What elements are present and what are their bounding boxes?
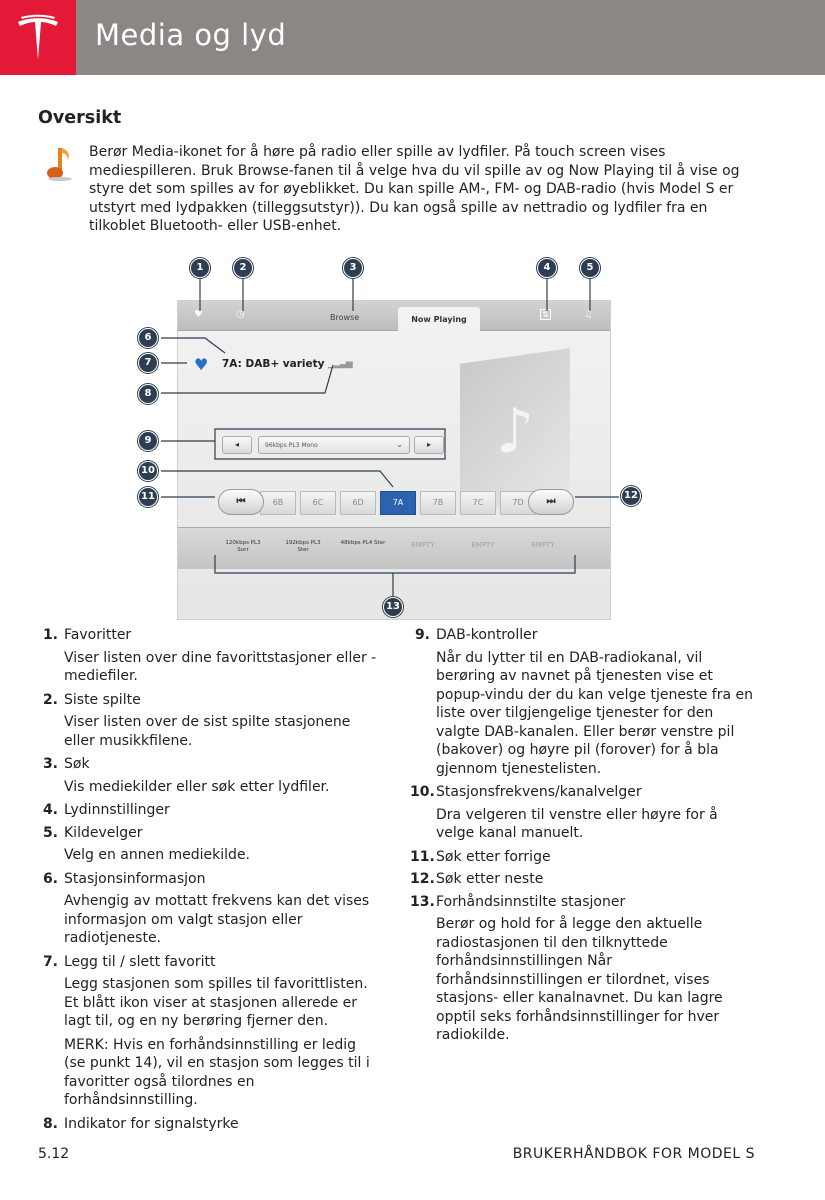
recent-clock-icon[interactable]: ◷ xyxy=(236,309,245,320)
channel-7d[interactable]: 7D xyxy=(500,491,536,515)
callout-1: 1 xyxy=(190,258,210,278)
legend-number: 9. xyxy=(414,627,430,643)
legend-number: 5. xyxy=(42,824,58,841)
channel-6b[interactable]: 6B xyxy=(260,491,296,515)
preset-1-line1: 120kbps PL3 xyxy=(225,540,261,546)
legend-item xyxy=(410,893,755,912)
callout-10: 10 xyxy=(138,461,158,481)
legend-title: DAB-kontroller xyxy=(436,627,538,643)
legend-title: Siste spilte xyxy=(64,691,141,708)
legend-item xyxy=(38,626,378,645)
legend-item xyxy=(38,870,378,889)
tesla-logo-icon xyxy=(15,14,61,62)
legend-item xyxy=(38,1115,378,1134)
channel-6d[interactable]: 6D xyxy=(340,491,376,515)
legend-number: 1. xyxy=(42,627,58,643)
legend-title: Søk etter neste xyxy=(436,871,544,887)
channel-7c[interactable]: 7C xyxy=(460,491,496,515)
legend-item xyxy=(410,783,755,802)
legend-description: Avhengig av mottatt frekvens kan det vises informasjon om valgt stasjon eller radiotjeneste. xyxy=(64,893,370,946)
legend-title: Søk xyxy=(64,756,90,772)
callout-6: 6 xyxy=(138,328,158,348)
legend-number: 6. xyxy=(42,870,58,887)
dab-service-label: 96kbps PL3 Mono xyxy=(265,442,318,449)
legend-title: Søk etter forrige xyxy=(436,848,551,865)
preset-6[interactable]: EMPTY xyxy=(531,541,555,549)
legend-description: Viser listen over dine favorittstasjoner eller -mediefiler. xyxy=(64,649,377,684)
callout-13: 13 xyxy=(383,597,403,617)
dab-prev-button[interactable]: ◂ xyxy=(222,436,252,454)
callout-7: 7 xyxy=(138,353,158,373)
preset-3-line1: 48kbps PL4 Ster xyxy=(340,540,386,546)
legend-title: Legg til / slett favoritt xyxy=(64,953,216,970)
dab-next-button[interactable]: ▸ xyxy=(414,436,444,454)
legend-item xyxy=(38,824,378,843)
legend-title: Forhåndsinnstilte stasjoner xyxy=(436,893,626,910)
media-icon xyxy=(44,146,76,182)
preset-5[interactable]: EMPTY xyxy=(471,541,495,549)
callout-9: 9 xyxy=(138,431,158,451)
preset-2-line2: Ster xyxy=(297,547,309,553)
favorite-toggle-icon[interactable]: ♥ xyxy=(194,355,209,374)
legend-description: Berør og hold for å legge den aktuelle radiostasjonen til den tilknyttede forhåndsinnstillingen Når forhåndsinnstillingen er tilordnet, vises stasjons- eller kanalnavnet. Du kan lagre opptil seks forhåndsinnstillinger for hver radiokilde. xyxy=(436,916,723,1043)
legend-item xyxy=(38,691,378,710)
legend-number: 3. xyxy=(42,756,58,772)
legend-item xyxy=(410,848,755,867)
callout-3: 3 xyxy=(343,258,363,278)
preset-1-line2: Surr xyxy=(237,547,249,553)
favorites-heart-icon[interactable]: ♥ xyxy=(194,309,203,320)
legend-item xyxy=(38,755,378,774)
callout-lines xyxy=(135,255,645,625)
chevron-down-icon: ⌄ xyxy=(396,440,403,449)
legend-number: 12. xyxy=(410,871,435,887)
legend-left-column xyxy=(38,626,378,1137)
tab-browse[interactable]: Browse xyxy=(330,313,360,322)
legend-title: Kildevelger xyxy=(64,824,143,841)
legend-description: Velg en annen mediekilde. xyxy=(64,847,251,863)
source-selector-icon[interactable]: ♫ xyxy=(584,309,593,320)
legend-title: Favoritter xyxy=(64,627,132,643)
callout-8: 8 xyxy=(138,384,158,404)
channel-6c[interactable]: 6C xyxy=(300,491,336,515)
legend-number: 10. xyxy=(410,784,435,800)
legend-title: Stasjonsfrekvens/kanalvelger xyxy=(436,784,642,800)
station-name: 7A: DAB+ variety xyxy=(222,358,325,370)
preset-2-line1: 192kbps PL3 xyxy=(285,540,321,546)
legend-description: MERK: Hvis en forhåndsinnstilling er ledig (se punkt 14), vil en stasjon som legges til i favoritter også tilordnes en forhåndsinnstilling. xyxy=(64,1036,370,1108)
channel-7b[interactable]: 7B xyxy=(420,491,456,515)
channel-7a[interactable]: 7A xyxy=(380,491,416,515)
manual-title: BRUKERHÅNDBOK FOR MODEL S xyxy=(512,1146,755,1162)
callout-5: 5 xyxy=(580,258,600,278)
seek-back-button[interactable]: ⏮ xyxy=(218,489,264,515)
legend-description: Når du lytter til en DAB-radiokanal, vil berøring av navnet på tjenesten vise et popup-vindu der du kan velge tjeneste fra en liste over tilgjengelige tjenester for den valgte DAB-kanalen. Eller berør venstre pil (bakover) og høyre pil (forover) for å bla gjennom tjenestelisten. xyxy=(436,649,753,777)
callout-2: 2 xyxy=(233,258,253,278)
legend-item xyxy=(38,801,378,820)
tab-now-playing[interactable]: Now Playing xyxy=(398,307,480,332)
media-player-figure xyxy=(135,255,645,625)
seek-forward-button[interactable]: ⏭ xyxy=(528,489,574,515)
legend-number: 13. xyxy=(410,893,435,910)
audio-settings-icon[interactable]: ⇅ xyxy=(542,310,549,319)
page-header xyxy=(0,0,825,75)
legend-description: Legg stasjonen som spilles til favorittlisten. Et blått ikon viser at stasjonen allerede er lagt til, og en ny berøring fjerner den. xyxy=(64,976,368,1029)
legend-number: 7. xyxy=(42,953,58,970)
legend-number: 4. xyxy=(42,802,58,818)
legend-description: Viser listen over de sist spilte stasjonene eller musikkfilene. xyxy=(64,714,351,749)
tesla-logo xyxy=(0,0,76,75)
legend-right-column xyxy=(410,626,755,1050)
page-title: Media og lyd xyxy=(95,18,287,52)
callout-11: 11 xyxy=(138,487,158,507)
page-number: 5.12 xyxy=(38,1146,70,1162)
callout-4: 4 xyxy=(537,258,557,278)
legend-number: 8. xyxy=(42,1115,58,1132)
legend-number: 2. xyxy=(42,691,58,708)
legend-item xyxy=(38,953,378,972)
callout-12: 12 xyxy=(621,486,641,506)
signal-strength-icon: ▁▂▃▅ xyxy=(328,359,352,369)
legend-title: Stasjonsinformasjon xyxy=(64,870,206,887)
intro-paragraph: Berør Media-ikonet for å høre på radio eller spille av lydfiler. På touch screen vises mediespilleren. Bruk Browse-fanen til å velge hva du vil spille av og Now Playing til å vise og styre det som spilles av for øyeblikket. Du kan spille AM-, FM- og DAB-radio (hvis Model S er utstyrt med lydpakken (tilleggsutstyr)). Du kan også spille av nettradio og lydfiler fra en tilkoblet Bluetooth- eller USB-enhet. xyxy=(89,144,740,234)
legend-item xyxy=(410,870,755,889)
legend-title: Indikator for signalstyrke xyxy=(64,1115,239,1132)
music-note-icon: ♪ xyxy=(495,393,535,469)
preset-4[interactable]: EMPTY xyxy=(411,541,435,549)
legend-description: Dra velgeren til venstre eller høyre for å velge kanal manuelt. xyxy=(436,806,718,841)
section-title: Oversikt xyxy=(38,108,122,128)
legend-number: 11. xyxy=(410,848,435,865)
legend-item xyxy=(410,626,755,645)
legend-title: Lydinnstillinger xyxy=(64,802,170,818)
legend-description: Vis mediekilder eller søk etter lydfiler. xyxy=(64,778,330,795)
